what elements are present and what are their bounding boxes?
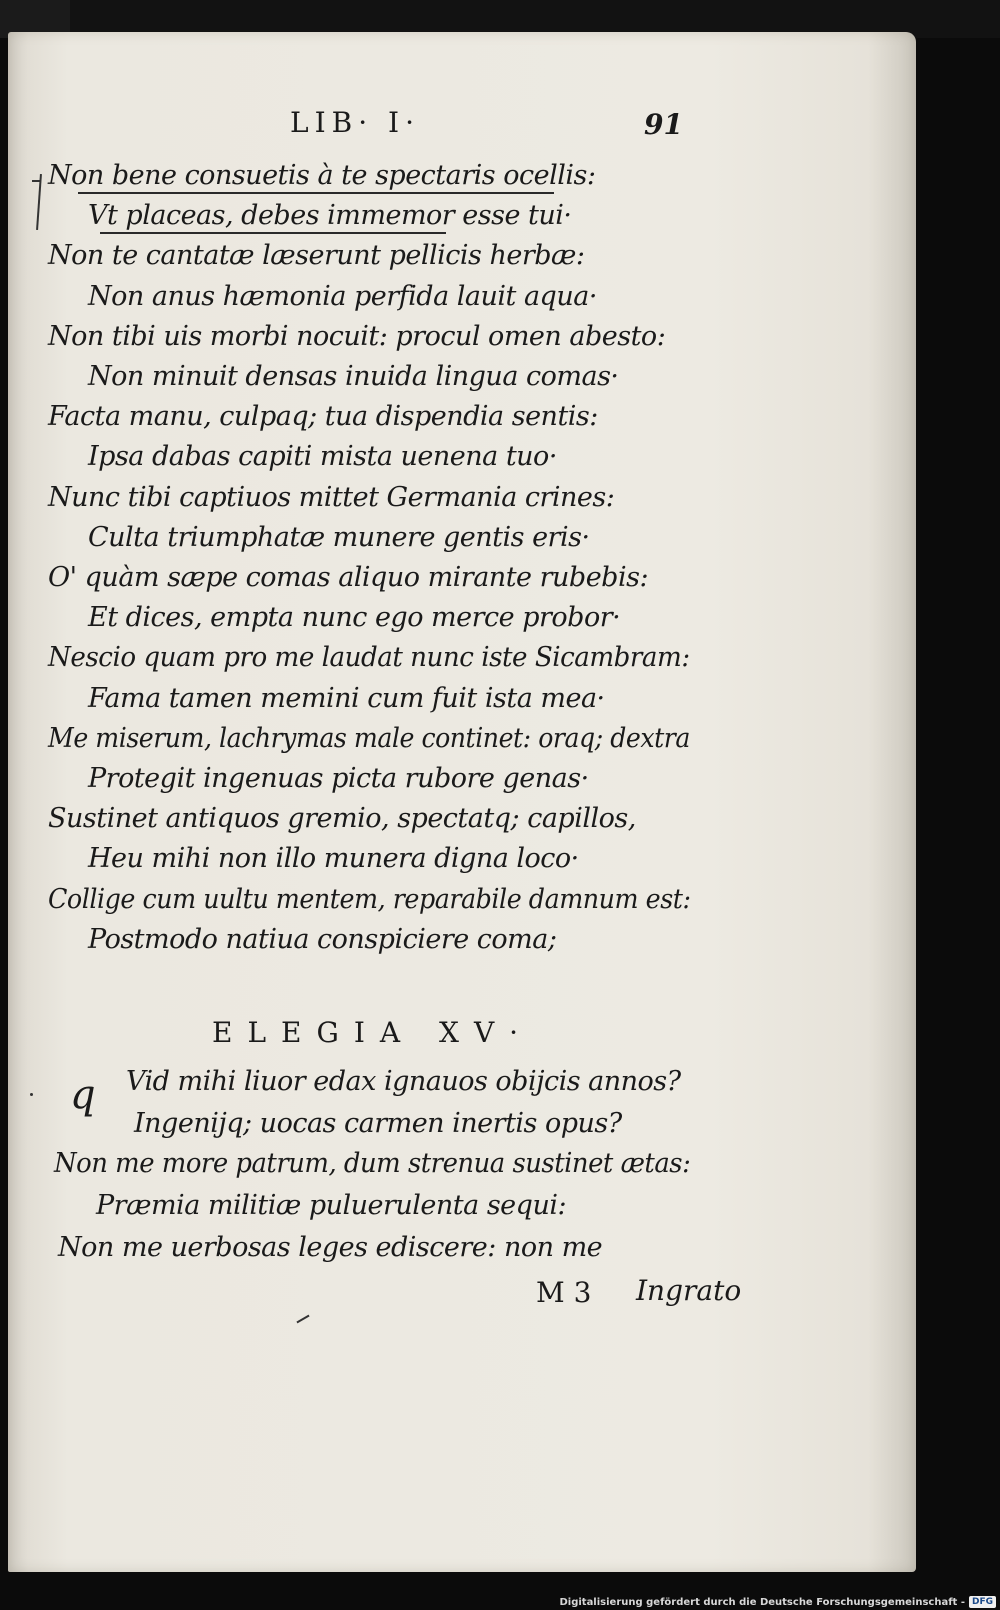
dfg-logo: DFG (969, 1596, 996, 1608)
running-title: LIB· I· (290, 106, 420, 139)
verse-line: Ipsa dabas capiti mista uenena tuo· (88, 441, 557, 473)
verse-line: Non bene consuetis à te spectaris ocellis: (48, 160, 596, 191)
digitization-credit (559, 1596, 996, 1608)
verse-line: Nescio quam pro me laudat nunc iste Sicambram: (48, 642, 690, 674)
verse-line: Præmia militiæ puluerulenta sequi: (96, 1190, 567, 1221)
verse-line: Sustinet antiquos gremio, spectatq; capillos, (48, 803, 636, 835)
verse-line: Nunc tibi captiuos mittet Germania crines: (48, 481, 615, 513)
verse-line: Et dices, empta nunc ego merce probor· (88, 602, 621, 634)
verse-line: Postmodo natiua conspiciere coma; (88, 923, 557, 955)
verse-line: Culta triumphatæ munere gentis eris· (88, 521, 590, 553)
verse-line: Heu mihi non illo munera digna loco· (88, 843, 579, 875)
verse-line: Vt placeas, debes immemor esse tui· (88, 200, 572, 232)
verse-line: Non tibi uis morbi nocuit: procul omen abesto: (48, 320, 666, 352)
verse-line: Fama tamen memini cum fuit ista mea· (88, 682, 605, 714)
credit-text: Digitalisierung gefördert durch die Deutsche Forschungsgemeinschaft - (559, 1596, 965, 1608)
underline-1 (78, 192, 554, 194)
pen-dot (30, 1093, 33, 1096)
page-number: 91 (644, 108, 683, 141)
underline-2 (100, 232, 446, 234)
verse-line: Ingenijq; uocas carmen inertis opus? (134, 1108, 622, 1139)
verse-line: Me miserum, lachrymas male continet: oraq; dextra (48, 722, 690, 754)
verse-line: O' quàm sæpe comas aliquo mirante rubebis: (48, 562, 649, 593)
verse-line: Non te cantatæ læserunt pellicis herbæ: (48, 240, 585, 272)
verse-line: Non me more patrum, dum strenua sustinet ætas: (54, 1148, 691, 1179)
signature-mark: M 3 (536, 1276, 592, 1309)
verse-line: Non anus hæmonia perfida lauit aqua· (88, 280, 597, 312)
verse-line: Non me uerbosas leges ediscere: non me (58, 1232, 603, 1263)
verse-line: Collige cum uultu mentem, reparabile damnum est: (48, 883, 691, 915)
pen-mark-tick (32, 180, 40, 182)
verse-line: Vid mihi liuor edax ignauos obijcis annos? (126, 1066, 681, 1097)
verse-line: Facta manu, culpaq; tua dispendia sentis: (48, 401, 598, 433)
verse-line: Protegit ingenuas picta rubore genas· (88, 763, 589, 794)
elegy-heading: ELEGIA XV· (212, 1016, 534, 1049)
catchword: Ingrato (636, 1274, 742, 1307)
drop-cap: q (70, 1072, 96, 1118)
verse-line: Non minuit densas inuida lingua comas· (88, 361, 619, 392)
